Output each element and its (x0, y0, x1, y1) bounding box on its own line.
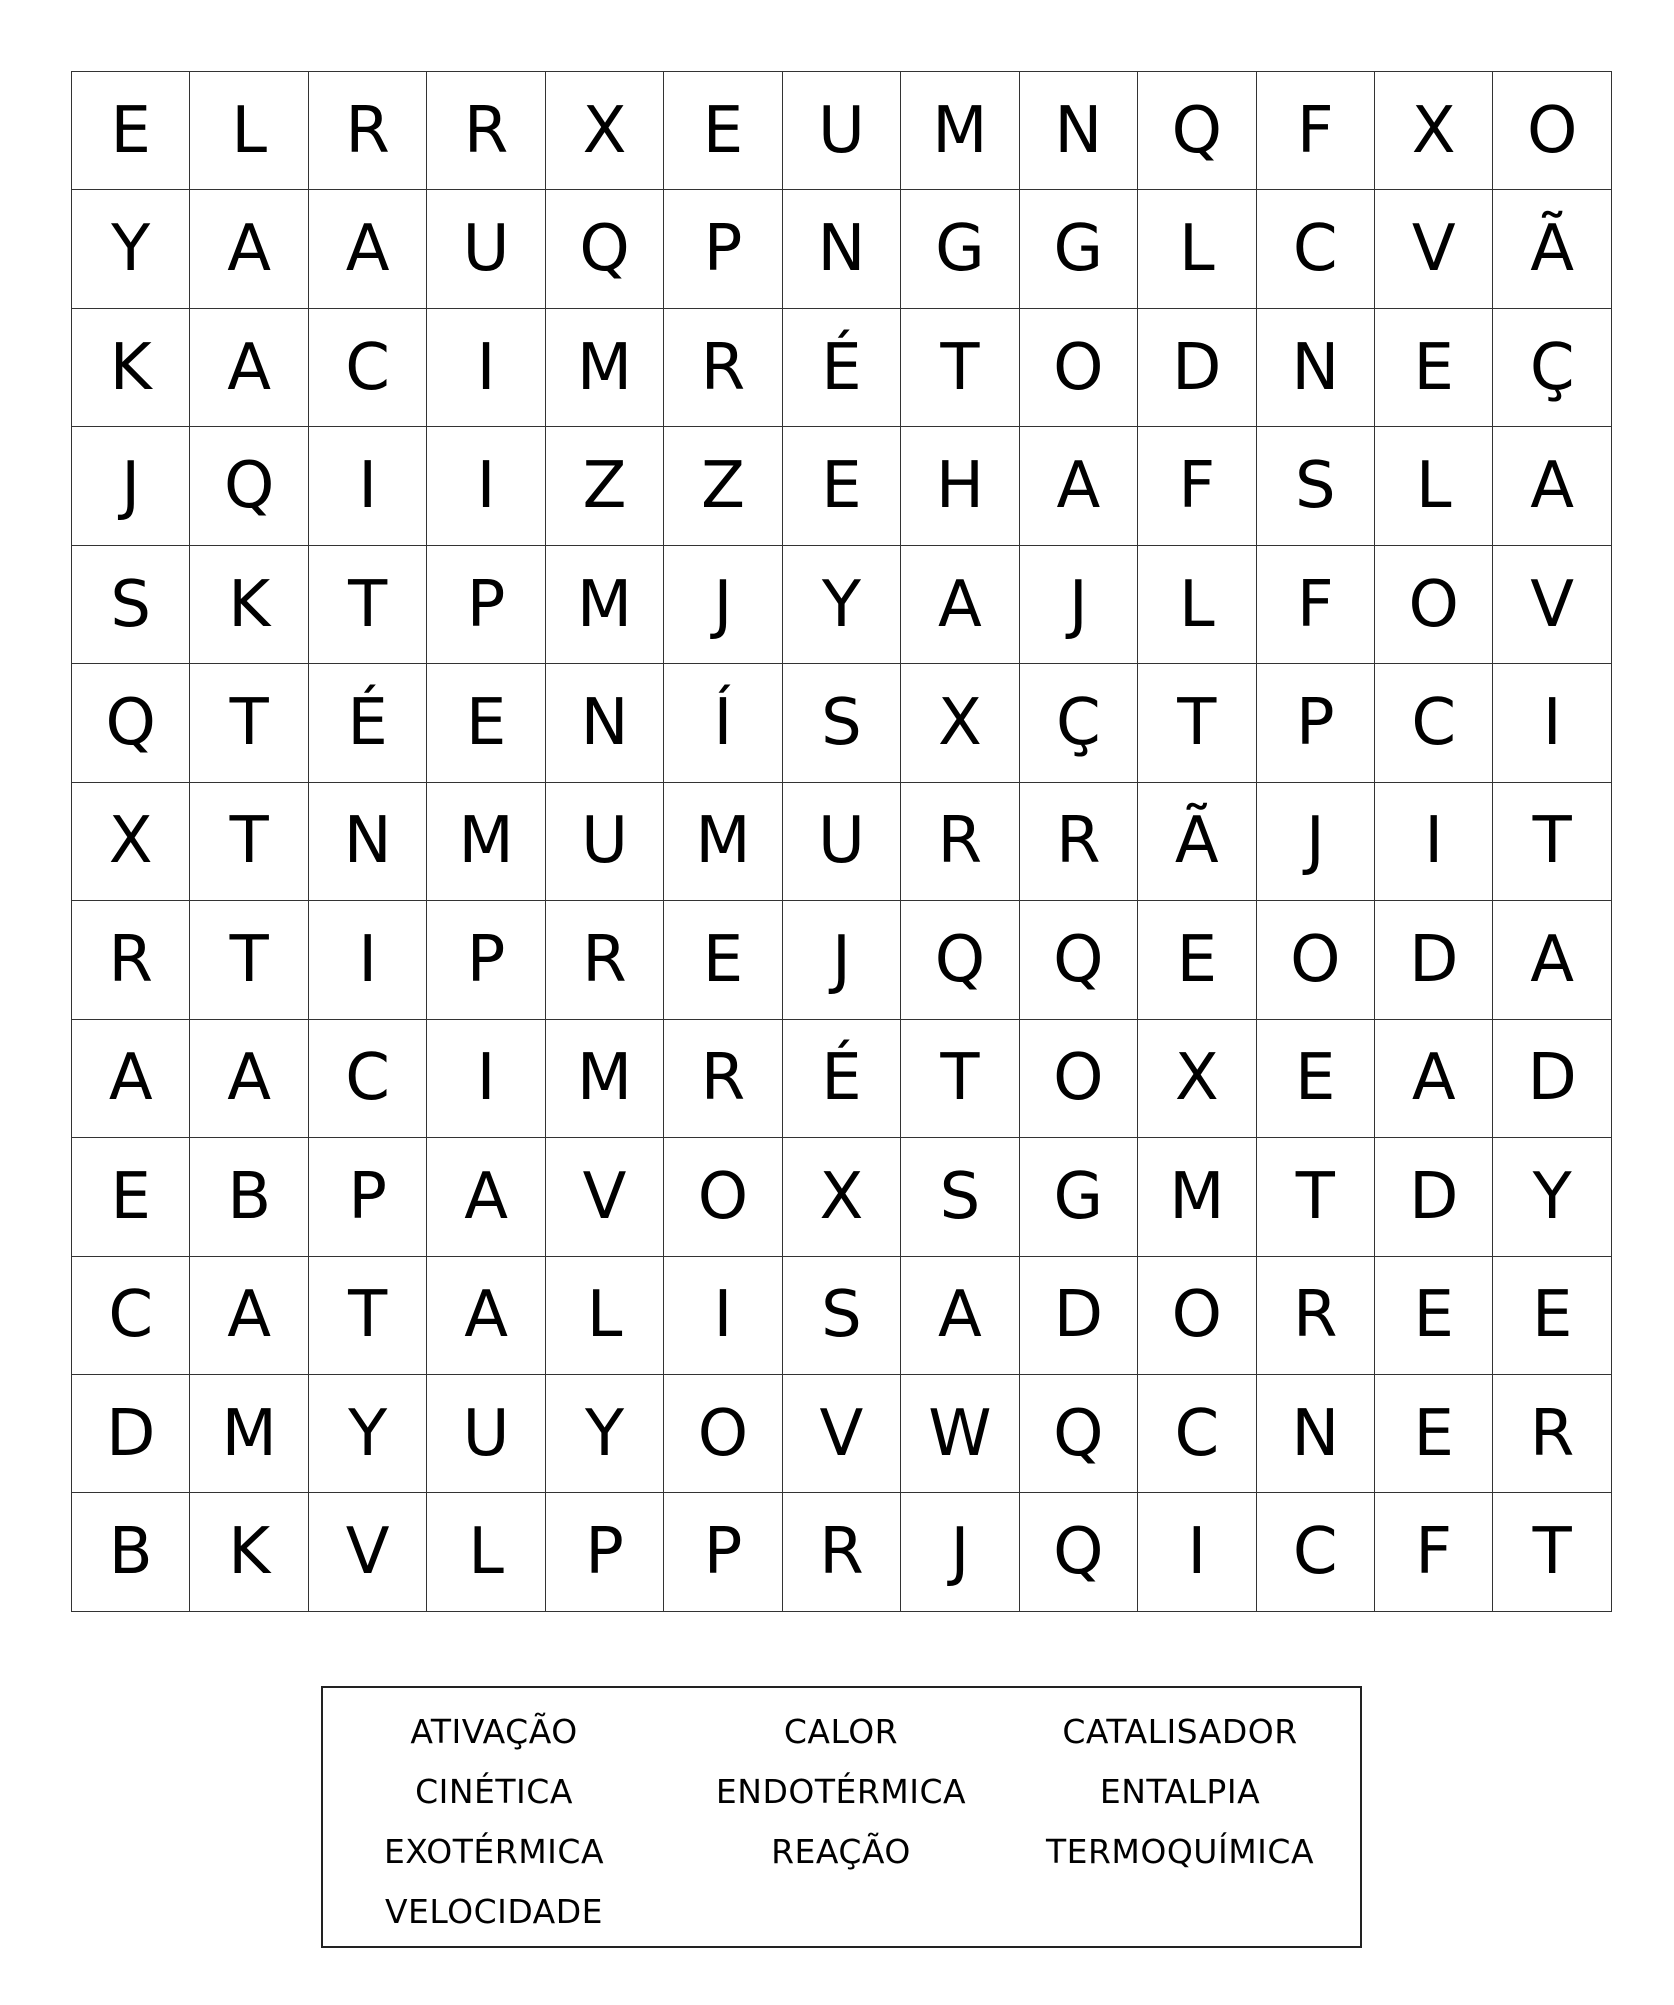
grid-cell: C (1257, 1493, 1375, 1611)
grid-cell: Y (546, 1375, 664, 1493)
grid-cell: R (309, 72, 427, 190)
grid-cell: Z (664, 427, 782, 545)
grid-cell: Q (1020, 901, 1138, 1019)
grid-cell: M (664, 783, 782, 901)
grid-cell: R (72, 901, 190, 1019)
word-list-column-2 (676, 1702, 1006, 1882)
grid-cell: Í (664, 664, 782, 782)
grid-cell: É (309, 664, 427, 782)
grid-cell: G (901, 190, 1019, 308)
grid-cell: Y (72, 190, 190, 308)
grid-cell: Ã (1493, 190, 1611, 308)
grid-cell: C (1375, 664, 1493, 782)
grid-cell: J (783, 901, 901, 1019)
grid-cell: Ç (1020, 664, 1138, 782)
grid-cell: T (190, 901, 308, 1019)
grid-cell: M (1138, 1138, 1256, 1256)
grid-cell: C (1138, 1375, 1256, 1493)
grid-cell: O (664, 1375, 782, 1493)
grid-cell: V (1375, 190, 1493, 308)
word-list-column-3 (1015, 1702, 1345, 1882)
grid-cell: A (190, 1257, 308, 1375)
grid-cell: A (427, 1257, 545, 1375)
grid-cell: P (664, 1493, 782, 1611)
grid-cell: O (1493, 72, 1611, 190)
grid-cell: I (427, 309, 545, 427)
grid-cell: X (1375, 72, 1493, 190)
grid-cell: M (190, 1375, 308, 1493)
word-search-grid (71, 71, 1612, 1612)
grid-cell: D (1375, 1138, 1493, 1256)
grid-cell: P (664, 190, 782, 308)
grid-cell: G (1020, 190, 1138, 308)
grid-cell: K (190, 1493, 308, 1611)
grid-cell: D (72, 1375, 190, 1493)
grid-cell: E (72, 72, 190, 190)
grid-cell: A (1020, 427, 1138, 545)
grid-cell: P (427, 546, 545, 664)
grid-cell: G (1020, 1138, 1138, 1256)
grid-cell: J (72, 427, 190, 545)
word-list-item: CATALISADOR (1062, 1712, 1298, 1751)
grid-cell: L (546, 1257, 664, 1375)
grid-cell: X (546, 72, 664, 190)
grid-cell: R (546, 901, 664, 1019)
word-list-item: TERMOQUÍMICA (1045, 1832, 1315, 1871)
grid-cell: M (427, 783, 545, 901)
grid-cell: I (309, 901, 427, 1019)
grid-cell: O (1138, 1257, 1256, 1375)
grid-cell: T (1493, 783, 1611, 901)
grid-cell: A (901, 1257, 1019, 1375)
grid-cell: Q (901, 901, 1019, 1019)
grid-cell: J (901, 1493, 1019, 1611)
grid-cell: P (309, 1138, 427, 1256)
grid-cell: P (1257, 664, 1375, 782)
word-list-item: EXOTÉRMICA (383, 1832, 605, 1871)
grid-cell: P (427, 901, 545, 1019)
grid-cell: T (1138, 664, 1256, 782)
grid-cell: Z (546, 427, 664, 545)
grid-cell: Q (1138, 72, 1256, 190)
grid-cell: T (309, 546, 427, 664)
grid-cell: D (1493, 1020, 1611, 1138)
grid-cell: I (664, 1257, 782, 1375)
grid-cell: A (1375, 1020, 1493, 1138)
grid-cell: A (190, 309, 308, 427)
grid-cell: R (664, 1020, 782, 1138)
grid-cell: N (783, 190, 901, 308)
grid-cell: L (427, 1493, 545, 1611)
grid-cell: M (901, 72, 1019, 190)
grid-cell: A (1493, 901, 1611, 1019)
grid-cell: M (546, 1020, 664, 1138)
grid-cell: Q (1020, 1375, 1138, 1493)
grid-cell: N (546, 664, 664, 782)
grid-cell: O (1020, 309, 1138, 427)
grid-cell: N (309, 783, 427, 901)
grid-cell: C (309, 1020, 427, 1138)
grid-cell: T (901, 1020, 1019, 1138)
grid-cell: K (72, 309, 190, 427)
grid-cell: L (1138, 190, 1256, 308)
grid-cell: O (664, 1138, 782, 1256)
grid-cell: A (190, 1020, 308, 1138)
grid-cell: R (1493, 1375, 1611, 1493)
grid-cell: A (427, 1138, 545, 1256)
grid-cell: C (72, 1257, 190, 1375)
grid-cell: L (1138, 546, 1256, 664)
grid-cell: A (309, 190, 427, 308)
grid-cell: A (1493, 427, 1611, 545)
grid-cell: E (1375, 1375, 1493, 1493)
grid-cell: L (190, 72, 308, 190)
grid-cell: O (1375, 546, 1493, 664)
grid-cell: S (901, 1138, 1019, 1256)
grid-cell: C (1257, 190, 1375, 308)
word-list-item: VELOCIDADE (384, 1892, 604, 1931)
grid-cell: Q (1020, 1493, 1138, 1611)
grid-cell: X (72, 783, 190, 901)
grid-cell: D (1020, 1257, 1138, 1375)
grid-cell: T (1493, 1493, 1611, 1611)
grid-cell: S (1257, 427, 1375, 545)
grid-cell: É (783, 309, 901, 427)
grid-cell: V (783, 1375, 901, 1493)
grid-cell: A (72, 1020, 190, 1138)
grid-cell: Q (72, 664, 190, 782)
grid-cell: L (1375, 427, 1493, 545)
grid-cell: E (427, 664, 545, 782)
grid-cell: A (901, 546, 1019, 664)
grid-cell: U (783, 783, 901, 901)
grid-cell: R (1257, 1257, 1375, 1375)
grid-cell: M (546, 309, 664, 427)
grid-cell: Q (546, 190, 664, 308)
grid-cell: T (1257, 1138, 1375, 1256)
grid-cell: F (1138, 427, 1256, 545)
word-list-item: ENTALPIA (1099, 1772, 1261, 1811)
grid-cell: E (72, 1138, 190, 1256)
grid-cell: F (1257, 72, 1375, 190)
grid-cell: E (1493, 1257, 1611, 1375)
grid-cell: J (1020, 546, 1138, 664)
word-list-item: ATIVAÇÃO (410, 1712, 578, 1751)
grid-cell: X (901, 664, 1019, 782)
grid-cell: S (783, 1257, 901, 1375)
word-list-column-1 (329, 1702, 659, 1942)
grid-cell: U (546, 783, 664, 901)
grid-cell: T (190, 664, 308, 782)
grid-cell: E (1257, 1020, 1375, 1138)
grid-cell: X (1138, 1020, 1256, 1138)
grid-cell: U (427, 190, 545, 308)
grid-cell: E (783, 427, 901, 545)
grid-cell: Q (190, 427, 308, 545)
grid-cell: E (1375, 1257, 1493, 1375)
grid-cell: I (427, 1020, 545, 1138)
grid-cell: O (1020, 1020, 1138, 1138)
grid-cell: I (309, 427, 427, 545)
grid-cell: Y (783, 546, 901, 664)
grid-cell: Ç (1493, 309, 1611, 427)
grid-cell: X (783, 1138, 901, 1256)
grid-cell: E (1138, 901, 1256, 1019)
grid-cell: N (1257, 309, 1375, 427)
word-list-box (321, 1686, 1362, 1948)
grid-cell: V (546, 1138, 664, 1256)
grid-cell: C (309, 309, 427, 427)
grid-cell: V (309, 1493, 427, 1611)
grid-cell: R (427, 72, 545, 190)
grid-cell: J (664, 546, 782, 664)
grid-cell: I (1493, 664, 1611, 782)
grid-cell: N (1257, 1375, 1375, 1493)
grid-cell: I (1138, 1493, 1256, 1611)
grid-cell: N (1020, 72, 1138, 190)
grid-cell: T (190, 783, 308, 901)
word-list-item: ENDOTÉRMICA (715, 1772, 967, 1811)
grid-cell: U (783, 72, 901, 190)
grid-cell: M (546, 546, 664, 664)
grid-cell: D (1375, 901, 1493, 1019)
grid-cell: R (783, 1493, 901, 1611)
grid-cell: F (1257, 546, 1375, 664)
grid-cell: H (901, 427, 1019, 545)
grid-cell: E (1375, 309, 1493, 427)
grid-cell: P (546, 1493, 664, 1611)
grid-cell: I (427, 427, 545, 545)
grid-cell: B (190, 1138, 308, 1256)
grid-cell: R (901, 783, 1019, 901)
word-list-item: REAÇÃO (771, 1832, 911, 1871)
grid-cell: K (190, 546, 308, 664)
grid-cell: Ã (1138, 783, 1256, 901)
grid-cell: S (72, 546, 190, 664)
grid-cell: Y (1493, 1138, 1611, 1256)
grid-cell: U (427, 1375, 545, 1493)
grid-cell: Y (309, 1375, 427, 1493)
grid-cell: D (1138, 309, 1256, 427)
grid-cell: E (664, 901, 782, 1019)
grid-cell: F (1375, 1493, 1493, 1611)
grid-cell: B (72, 1493, 190, 1611)
grid-cell: É (783, 1020, 901, 1138)
word-list-item: CALOR (783, 1712, 899, 1751)
grid-cell: J (1257, 783, 1375, 901)
grid-cell: R (1020, 783, 1138, 901)
grid-cell: R (664, 309, 782, 427)
grid-cell: A (190, 190, 308, 308)
grid-cell: W (901, 1375, 1019, 1493)
grid-cell: S (783, 664, 901, 782)
grid-cell: I (1375, 783, 1493, 901)
grid-cell: T (309, 1257, 427, 1375)
grid-cell: E (664, 72, 782, 190)
grid-cell: O (1257, 901, 1375, 1019)
grid-cell: V (1493, 546, 1611, 664)
grid-cell: T (901, 309, 1019, 427)
word-list-item: CINÉTICA (415, 1772, 573, 1811)
